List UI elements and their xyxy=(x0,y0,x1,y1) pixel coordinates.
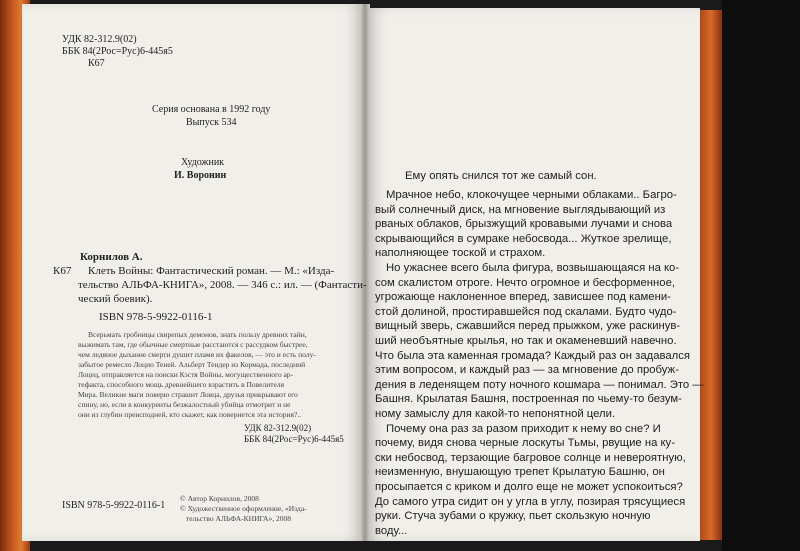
bbk-code: ББК 84(2Рос=Рус)6-445я5 xyxy=(62,46,173,57)
text-line: просыпается с криком и долго еще не может успокоиться? xyxy=(375,481,683,493)
author-sign: К67 xyxy=(53,265,72,277)
isbn-main: ISBN 978-5-9922-0116-1 xyxy=(99,311,213,323)
text-line: Что была эта каменная громада? Каждый раз он задавался xyxy=(375,349,691,362)
text-line: Мрачное небо, клокочущее черными облаками.. Багро- xyxy=(386,189,677,201)
text-line: этим вопросом, и каждый раз — за мгновение до пробуж- xyxy=(375,364,679,377)
bib-line-3: ческий боевик). xyxy=(78,293,153,305)
text-line: рваных облаков, брызжущий кровавыми лучами и снова xyxy=(375,218,673,231)
text-line: наполняющее тоской и страхом. xyxy=(375,247,546,260)
annotation-line: Всерьмать гробницы свирепых демонов, знать пользу древних тайн, xyxy=(88,330,307,339)
text-line: сом скалистом отроге. Нечто огромное и бесформенное, xyxy=(375,276,675,289)
annotation-line: тефакта, способного мощь древнейшего взрастить в Повелителя xyxy=(78,380,285,389)
annotation-line: Мира. Великие маги поверю страшит Ловца, друзья прикрывают его xyxy=(78,390,298,399)
text-line: До самого утра сидит он у угла в углу, позирая трясущиеся xyxy=(375,495,686,508)
author-name: Корнилов А. xyxy=(80,251,143,263)
text-line: стой долиной, простиравшейся под скалами. Будто чудо- xyxy=(375,305,677,318)
text-line: почему, видя снова черные лоскуты Тьмы, рвущие на ку- xyxy=(375,437,675,450)
text-line: вищный зверь, сжавшийся перед прыжком, уже раскинув- xyxy=(375,320,681,333)
text-line: угрожающе наклоненное вперед, зависшее под камени- xyxy=(375,291,671,304)
background-dark xyxy=(722,0,800,551)
series-issue: Выпуск 534 xyxy=(186,117,237,128)
book-gutter xyxy=(360,4,370,541)
udk-code-bottom: УДК 82-312.9(02) xyxy=(244,423,312,433)
text-line: вый солнечный диск, на мгновение выглядывающий из xyxy=(375,203,666,216)
annotation-line: они из глубин преисподней, кто скажет, как повернется эта история?.. xyxy=(78,410,302,419)
text-line: неизменную, внушающую трепет Крылатую Башню, он xyxy=(375,466,665,479)
text-line: руки. Стуча зубами о кружку, пьет скользкую ночную xyxy=(375,510,651,523)
book-cover-edge-right xyxy=(700,10,722,540)
author-sign-top: К67 xyxy=(88,58,105,69)
text-line: Ему опять снился тот же самый сон. xyxy=(405,170,597,182)
text-line: ший необъятные крылья, но так и окаменевший навечно. xyxy=(375,335,677,347)
annotation-line: Лоцец, отправляется на поиски Кэстя Войны, могущественного ар- xyxy=(78,370,294,379)
text-line: воду... xyxy=(375,524,408,537)
annotation-line: спину, но, если в конкуренты безжалостный убийца отмотрит и не xyxy=(78,400,291,409)
artist-name: И. Воронин xyxy=(174,170,227,181)
isbn-bottom: ISBN 978-5-9922-0116-1 xyxy=(62,500,166,511)
text-line: скрывающийся в сумраке небосвода... Жуткое зрелище, xyxy=(375,232,672,245)
bib-line-1: Клеть Войны: Фантастический роман. — М.: «Изда- xyxy=(88,265,335,277)
text-line: Но ужаснее всего была фигура, возвышающаяся на ко- xyxy=(386,262,680,274)
copyright-publisher: тельство АЛЬФА-КНИГА», 2008 xyxy=(186,514,291,523)
series-founded: Серия основана в 1992 году xyxy=(152,104,271,115)
copyright-design: © Художественное оформление, «Изда- xyxy=(180,504,307,513)
annotation-line: чем ледяное дыхание смерти душит пламя их факелов, — это и есть полу- xyxy=(78,350,316,359)
annotation-line: выжимать там, где обычные смертные расстаются с рассудком быстрее, xyxy=(78,340,308,349)
text-line: дения в леденящем поту ночного кошмара — понимал. Это — xyxy=(375,378,704,391)
text-line: ски небосвод, терзающие багровое солнце и невероятную, xyxy=(375,451,686,464)
bbk-code-bottom: ББК 84(2Рос=Рус)6-445я5 xyxy=(244,434,344,444)
text-line: ному замыслу для какой-то непонятной цели. xyxy=(375,408,616,420)
copyright-author: © Автор Корнилов, 2008 xyxy=(180,494,259,503)
annotation-line: забытое ремесло Лоцио Теней. Альберт Тендер из Кормада, последний xyxy=(78,360,306,369)
bib-line-2: тельство АЛЬФА-КНИГА», 2008. — 346 с.: ил. — (Фантасти- xyxy=(78,279,367,291)
artist-label: Художник xyxy=(181,157,225,168)
udk-code: УДК 82-312.9(02) xyxy=(62,34,137,45)
text-line: Башня. Крылатая Башня, построенная по чьему-то безум- xyxy=(375,393,682,406)
text-line: Почему она раз за разом приходит к нему во сне? И xyxy=(386,422,661,435)
